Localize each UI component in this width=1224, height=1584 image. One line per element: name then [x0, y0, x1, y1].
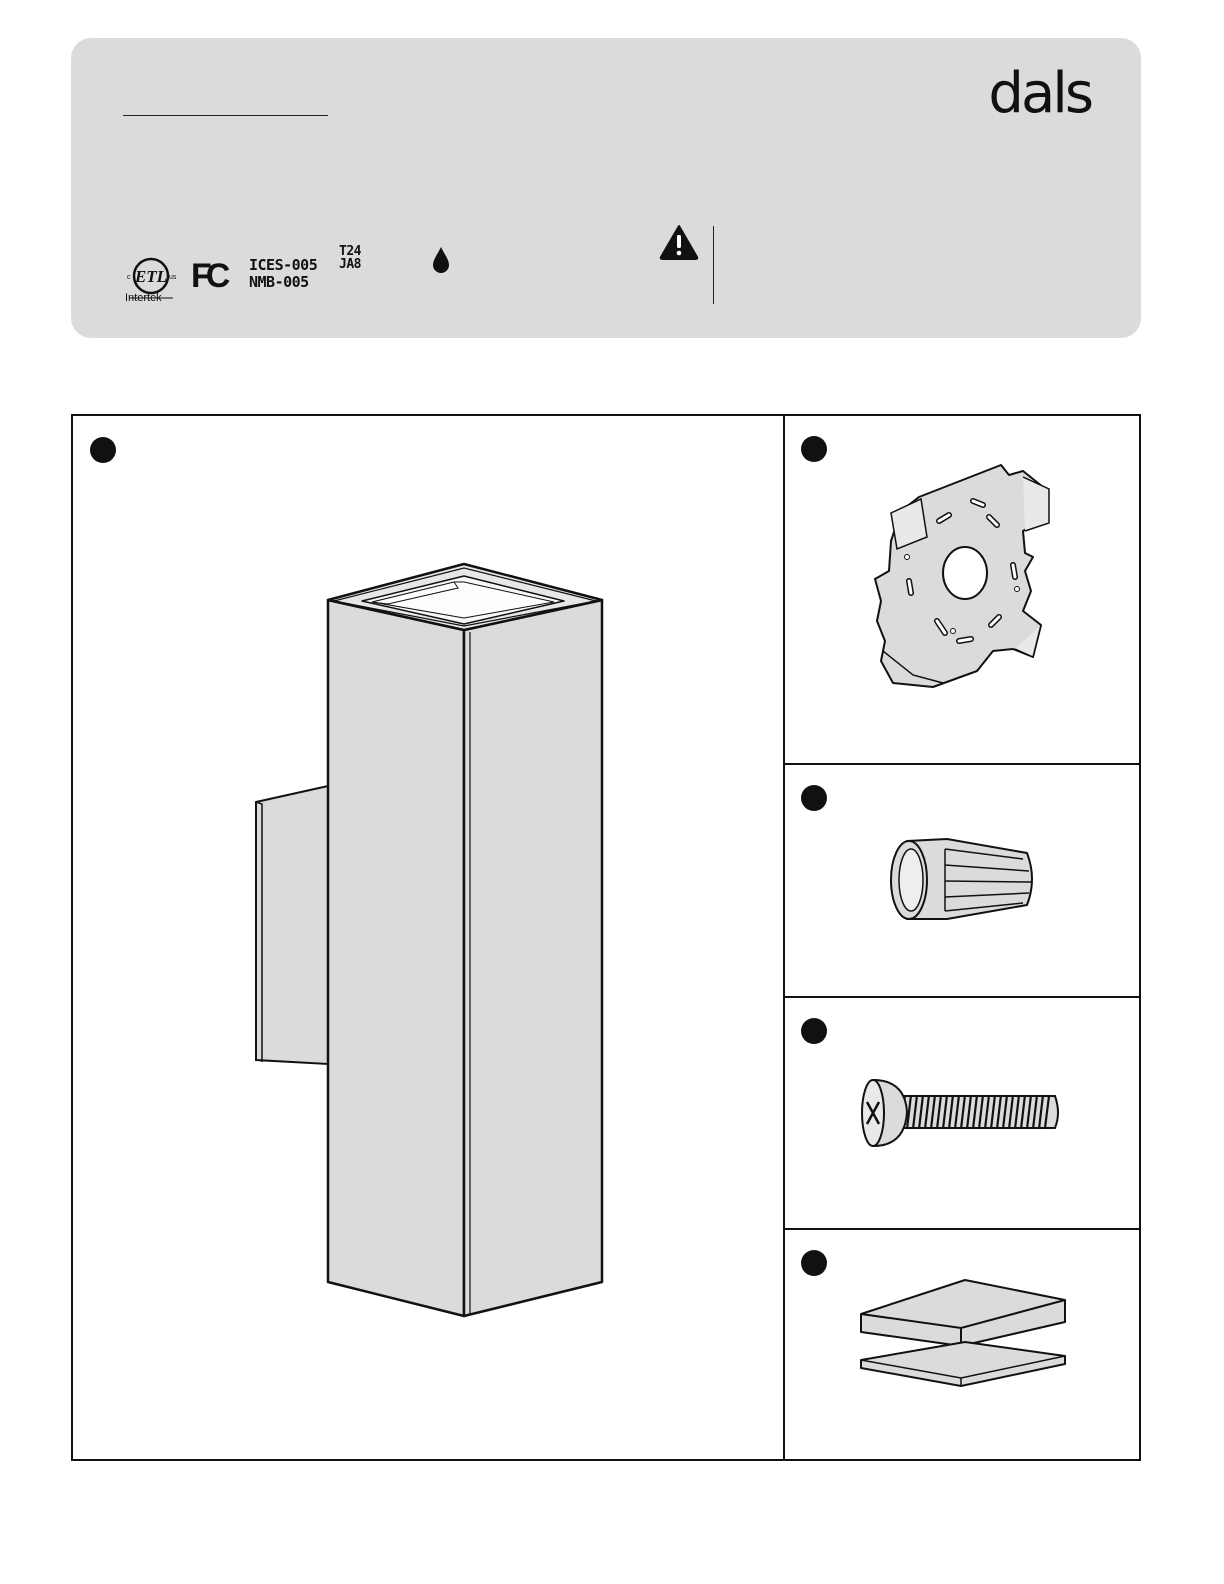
etl-us-text: us [169, 274, 177, 281]
ja8-text: JA8 [339, 257, 361, 272]
gasket-illustration [857, 1276, 1069, 1396]
header-banner [71, 38, 1141, 338]
gasket-panel [785, 1230, 1139, 1459]
mounting-bracket-illustration [873, 461, 1053, 691]
wall-sconce-fixture-illustration [248, 556, 618, 1326]
ices-text: ICES-005 [249, 256, 318, 274]
header-divider [713, 226, 714, 304]
intertek-label: Intertek [125, 292, 162, 304]
parts-grid [71, 414, 1141, 1461]
title-underline [123, 115, 328, 116]
part-marker [801, 1250, 827, 1276]
part-marker [801, 1018, 827, 1044]
fcc-icon [191, 256, 237, 294]
part-marker [801, 785, 827, 811]
etl-c-text: c [127, 274, 131, 281]
etl-mark-text: ETL [134, 267, 168, 286]
fcc-text: FC [191, 257, 225, 294]
nmb-text: NMB-005 [249, 273, 309, 291]
screw-illustration [859, 1076, 1064, 1151]
part-marker [90, 437, 116, 463]
bracket-panel [785, 416, 1139, 765]
water-drop-icon [431, 246, 451, 274]
warning-icon [659, 224, 699, 260]
wire-nut-illustration [887, 835, 1042, 925]
t24-ja8-label [339, 245, 361, 271]
wire-nut-panel [785, 765, 1139, 998]
t24-text: T24 [339, 244, 361, 259]
part-marker [801, 436, 827, 462]
ices-nmb-label [249, 257, 317, 291]
fixture-panel [73, 416, 785, 1459]
brand-logo: dals [988, 61, 1091, 126]
screw-panel [785, 998, 1139, 1230]
